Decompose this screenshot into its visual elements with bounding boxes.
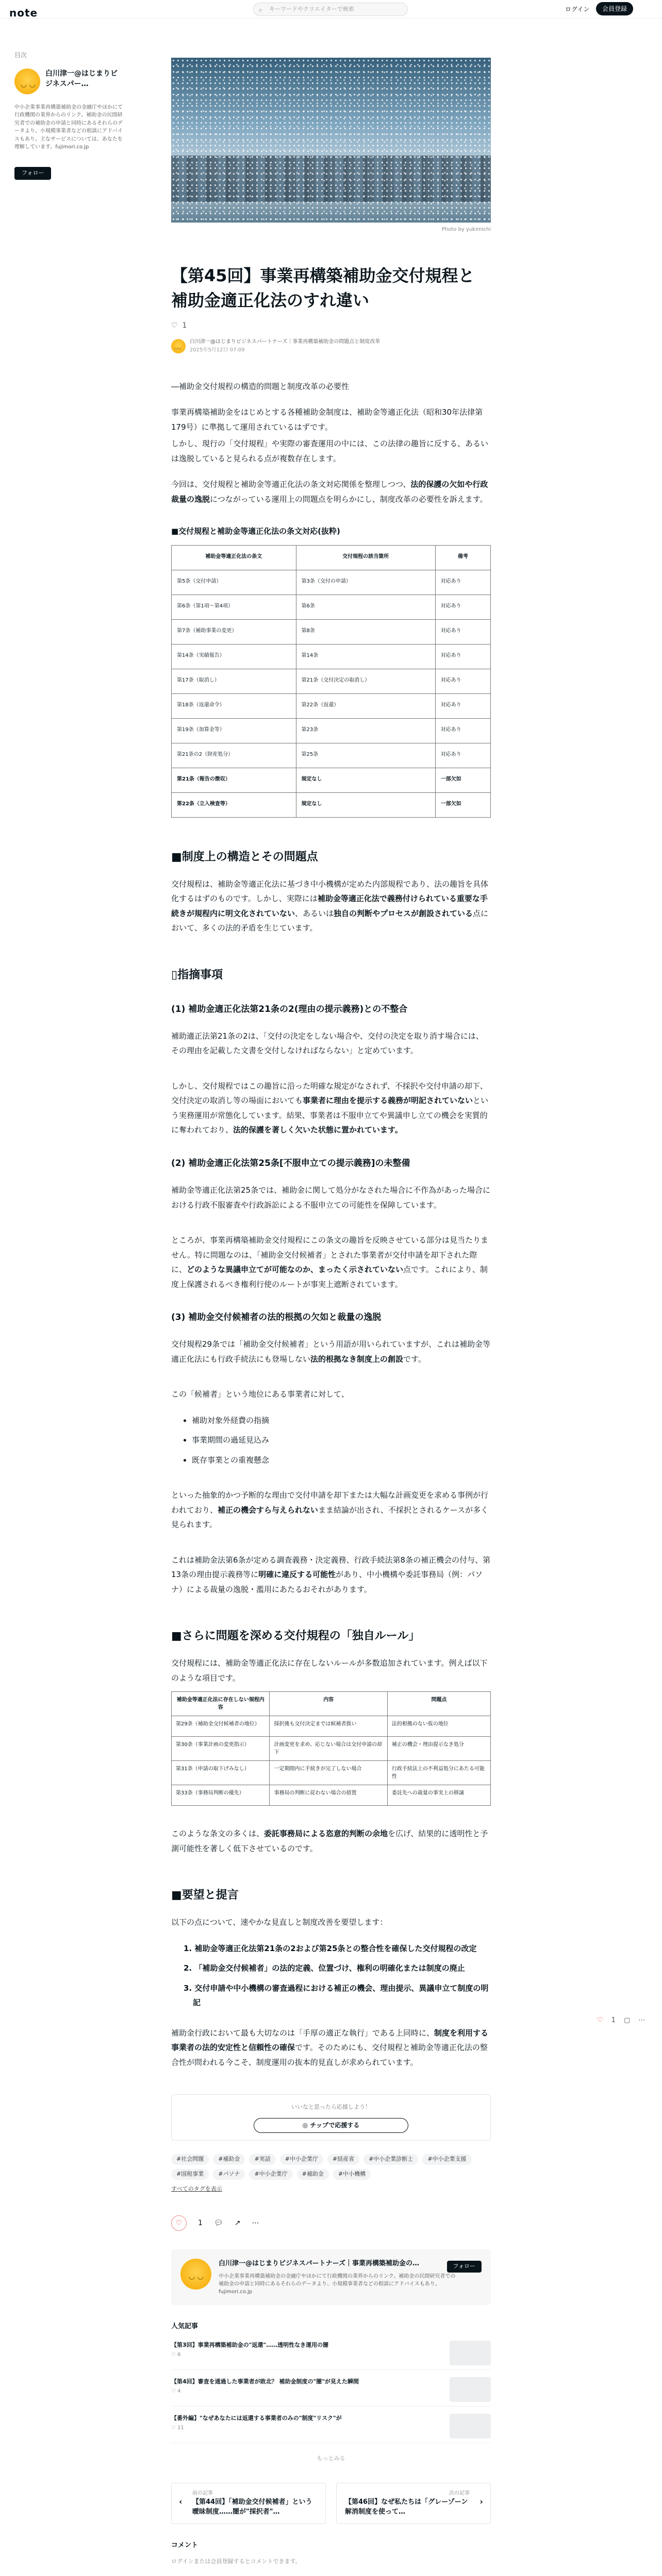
prev-article[interactable]: ‹ 前の記事 【第44回】「補助金交付候補者」という曖昧制度……闇が"採択者"… <box>171 2483 326 2524</box>
next-article[interactable]: › 次の記事 【第46回】なぜ私たちは「グレーゾーン解消制度を使って… <box>336 2483 491 2524</box>
paragraph: 補助金等適正化法第25条では、補助金に関して処分がなされた場合に不作為があった場合における行政不服審査や行政訴訟による不服申立ての可能性を保障しています。 <box>171 1185 490 1210</box>
photo-credit[interactable]: Photo by yukimichi <box>441 227 491 232</box>
search-placeholder: キーワードやクリエイターで検索 <box>269 6 354 12</box>
correspondence-table <box>171 545 491 818</box>
paragraph: 補助金行政において最も大切なのは「手厚の適正な執行」である上同時に、制度を利用する事業者の法的安定性と信頼性の確保です。そのためにも、交付規程と補助金等適正化法の整合性が問われる今こそ、制度運用の抜本的見直しが求められています。 <box>171 2028 489 2067</box>
heart-icon: ♡ <box>175 2218 183 2227</box>
follow-button[interactable]: フォロー <box>14 167 51 180</box>
table-cell: 一定期間内に手続きが完了しない場合 <box>270 1761 387 1785</box>
text: 今回は、交付規程と補助金等適正化法の条文対応関係を整理しつつ、 <box>171 480 411 489</box>
table-row <box>172 1716 491 1737</box>
table-cell: 第7条（補助事業の変更） <box>172 619 296 644</box>
list-item[interactable]: 【第4回】審査を通過した事業者が敗北？ 補助金制度の"闇"が見えた瞬間 ♡ 4 <box>171 2377 491 2406</box>
table-row <box>172 619 491 644</box>
table-cell: 行政手続法上の不利益処分にあたる可能性 <box>387 1761 490 1785</box>
table-row <box>172 792 491 817</box>
table-cell: 第14条（実績報告） <box>172 644 296 669</box>
table-row <box>172 1785 491 1806</box>
table-cell: 第8条 <box>296 619 435 644</box>
smile-face-icon: ◡ ◡ <box>21 80 36 89</box>
table-cell: 第18条（返還命令） <box>172 693 296 718</box>
heart-icon[interactable]: ♡ <box>597 2016 603 2024</box>
table-cell: 第14条 <box>296 644 435 669</box>
chevron-right-icon: › <box>479 2496 483 2506</box>
popular-list <box>171 2341 491 2443</box>
table-cell: 対応あり <box>435 619 490 644</box>
table-cell: 第30条（事業計画の変更指示） <box>172 1737 270 1761</box>
profile-follow-button[interactable]: フォロー <box>447 2261 482 2273</box>
table-cell: 補正の機会・理由提示なき処分 <box>387 1737 490 1761</box>
table-cell: 第23条 <box>296 718 435 743</box>
list-item[interactable]: 【第3回】事業再構築補助金の"返還"……透明性なき運用の闇 ♡ 6 <box>171 2341 491 2370</box>
hero-snow <box>171 58 491 223</box>
paragraph: 交付規程29条では「補助金交付候補者」という用語が用いられていますが、これは補助金等適正化法にも行政手続法にも登場しない法的根拠なき制度上の創設です。 <box>171 1340 491 1364</box>
table-header: 補助金等適正化法の条文 <box>172 545 296 570</box>
tag-chip[interactable]: #中小企業診断士 <box>363 2154 418 2165</box>
paragraph: この「候補者」という地位にある事業者に対して、 <box>171 1389 349 1399</box>
hero-image <box>171 58 491 223</box>
top-bar <box>0 0 662 19</box>
signup-button[interactable]: 会員登録 <box>596 2 633 15</box>
list-item[interactable]: 【番外編】"なぜあなたには返還する事業者のみの"制度"リスク"が ♡ 11 <box>171 2414 491 2443</box>
table-row <box>172 693 491 718</box>
table-header: 問題点 <box>387 1692 490 1716</box>
author-row <box>171 338 491 354</box>
tag-chip[interactable]: #補助金 <box>297 2169 329 2180</box>
table-cell: 規定なし <box>296 768 435 792</box>
table-row <box>172 595 491 619</box>
tag-list <box>171 2154 491 2180</box>
like-button[interactable] <box>171 2215 187 2231</box>
article-title: 【第45回】事業再構築補助金交付規程と補助金適正化法のすれ違い <box>171 266 475 310</box>
profile-avatar[interactable] <box>180 2259 211 2290</box>
popular-heading: 人気記事 <box>171 2323 198 2331</box>
login-link[interactable]: ログイン <box>565 6 590 13</box>
paragraph: といった抽象的かつ予断的な理由で交付申請を却下または大幅な計画変更を求める事例が行われており、補正の機会すら与えられないまま結論が出され、不採択とされるケースが多く見られます。 <box>171 1490 489 1530</box>
search-input[interactable] <box>253 3 408 16</box>
table-header: 内容 <box>270 1692 387 1716</box>
coin-icon: ◎ <box>302 2122 310 2129</box>
tag-chip[interactable]: #実話 <box>249 2154 275 2165</box>
section-heading: ▯指摘事項 <box>171 968 223 981</box>
subheading: (3) 補助金交付候補者の法的根拠の欠如と裁量の逸脱 <box>171 1312 382 1323</box>
more-icon[interactable]: ⋯ <box>252 2218 259 2227</box>
comment-icon[interactable]: ▢ <box>623 2016 631 2024</box>
table-cell: 採択後も交付決定までは候補者扱い <box>270 1716 387 1737</box>
table-header: 交付規程の該当箇所 <box>296 545 435 570</box>
table-cell: 第25条 <box>296 743 435 768</box>
article <box>171 58 491 2576</box>
table-header: 備考 <box>435 545 490 570</box>
lead-text: ―補助金交付規程の構造的問題と制度改革の必要性 <box>171 381 350 391</box>
list-item: 3. 交付申請や中小機構の審査過程における補正の機会、理由提示、異議申立て制度の明記 <box>184 1983 489 2008</box>
tag-chip[interactable]: #中小機構 <box>333 2169 371 2180</box>
list-item: 1. 補助金等適正化法第21条の2および第25条との整合性を確保した交付規程の改定 <box>184 1943 477 1953</box>
table-cell: 第31条（申請の取下げみなし） <box>172 1761 270 1785</box>
more-icon[interactable]: ⋯ <box>638 2016 646 2024</box>
table-cell: 第21条（交付決定の取消し） <box>296 669 435 693</box>
table-cell: 対応あり <box>435 669 490 693</box>
profile-name[interactable]: 白川津一@はじまりビジネスパートナーズ｜事業再構築補助金の… <box>219 2259 419 2267</box>
smile-face-icon: ◡ ◡ <box>189 2272 204 2281</box>
table-row <box>172 1737 491 1761</box>
bold-text: 法的保護の欠如や行政裁量の逸脱 <box>171 480 488 504</box>
paragraph: 交付規程には、補助金等適正化法に存在しないルールが多数追加されています。例えば以下のような項目です。 <box>171 1658 488 1683</box>
floating-actions <box>597 2014 645 2027</box>
table-cell: 計画変更を求め、応じない場合は交付申請の却下 <box>270 1737 387 1761</box>
table-cell: 第22条（返還） <box>296 693 435 718</box>
thumbnail <box>450 2341 491 2365</box>
like-count: 1 <box>198 2218 203 2227</box>
paragraph: しかし、交付規程ではこの趣旨に沿った明確な規定がなされず、不採択や交付申請の却下、交付決定の取消し等の場面においても事業者に理由を提示する義務が明記されていないという実務運用が常態化しています。結果、事業者は不服申立てや異議申し立ての機会を実質的に奪われており、法的保護を著しく欠いた状態に置かれています。 <box>171 1081 489 1135</box>
profile-description: 中小企業事業再構築補助金の金融庁やほかにて行政機関の業界からのリンク。補助金の民間研究者での補助金の申請と同時にあるそれらのデータより、小規模事業者などの相談にアドバイスもあり。fujimori.co.jp <box>219 2274 456 2295</box>
paragraph: 補助適正法第21条の2は、「交付の決定をしない場合や、交付の決定を取り消す場合には、その理由を記載した文書を交付しなければならない」と定めています。 <box>171 1031 484 1056</box>
note-logo[interactable]: note <box>9 7 38 19</box>
table-cell: 一部欠如 <box>435 768 490 792</box>
table-cell: 第21条の2（財産処分） <box>172 743 296 768</box>
table-cell: 対応あり <box>435 743 490 768</box>
table-row <box>172 718 491 743</box>
table-row <box>172 768 491 792</box>
table-cell: 対応あり <box>435 718 490 743</box>
tag-chip[interactable]: #中小企業庁 <box>280 2154 323 2165</box>
tag-chip[interactable]: #経産省 <box>327 2154 359 2165</box>
table-cell: 第5条（交付申請） <box>172 570 296 595</box>
paragraph: ところが、事業再構築補助金交付規程にこの条文の趣旨を反映させている部分は見当たりません。特に問題なのは、「補助金交付候補者」とされた事業者が交付申請を却下された際に、どのような異議申立てが可能なのか、まったく示されていない点です。これにより、制度上保護されるべき権利行使のルートが事実上遮断されています。 <box>171 1235 489 1289</box>
table-cell: 第6条 <box>296 595 435 619</box>
paragraph: これは補助金法第6条が定める調査義務・決定義務、行政手続法第8条の補正機会の付与、第13条の理由提示義務等に明確に違反する可能性があり、中小機構や委託事務局（例：パソナ）による裁量の逸脱・濫用にあたるおそれがあります。 <box>171 1555 491 1594</box>
author-name[interactable]: 白川津一@はじまりビジネスパー… <box>45 69 118 89</box>
table-cell: 第17条（取消し） <box>172 669 296 693</box>
comment-icon[interactable]: 💬︎ <box>213 2218 223 2227</box>
tag-chip[interactable]: #社会問題 <box>171 2154 209 2165</box>
table-row <box>172 644 491 669</box>
table-cell: 第3条（交付の申請） <box>296 570 435 595</box>
chevron-left-icon: ‹ <box>179 2496 183 2506</box>
table1-caption: ■交付規程と補助金等適正化法の条文対応(抜粋) <box>171 527 340 536</box>
heart-icon: ♡ <box>171 321 178 330</box>
paragraph <box>171 477 491 506</box>
publish-date: 2025年5月12日 07:09 <box>190 347 245 353</box>
more-link[interactable]: もっとみる <box>317 2455 345 2462</box>
table-cell: 対応あり <box>435 595 490 619</box>
table-cell: 規定なし <box>296 792 435 817</box>
list-item: 2. 「補助金交付候補者」の法的定義、位置づけ、権利の明確化または制度の廃止 <box>184 1963 465 1973</box>
like-count: 1 <box>182 321 187 330</box>
sidebar-author <box>14 49 123 180</box>
table-cell: 第22条（立入検査等） <box>172 792 296 817</box>
search-icon: ⌕ <box>259 6 262 13</box>
paragraph: このような条文の多くは、委託事務局による恣意的判断の余地を広げ、結果的に透明性と予測可能性を著しく低下させているのです。 <box>171 1829 488 1853</box>
table-header: 補助金等適正化法に存在しない規程内容 <box>172 1692 270 1716</box>
comment-heading: コメント <box>171 2541 198 2549</box>
avatar[interactable] <box>14 69 40 94</box>
toc-label[interactable]: 目次 <box>14 52 27 59</box>
tag-chip[interactable]: #補助金 <box>213 2154 245 2165</box>
table-cell: 法的根拠のない仮の地位 <box>387 1716 490 1737</box>
table-row <box>172 669 491 693</box>
table-cell: 第21条（報告の徴収） <box>172 768 296 792</box>
author-description: 中小企業事業再構築補助金の金融庁やほかにて行政機関の業界からのリンク。補助金の民間研究者での補助金の申請と同時にあるそれらのデータより、小規模事業者などの相談にアドバイスもあり。主なサービスについては、あなたを理解しています。fujimori.co.jp <box>14 104 123 150</box>
table-cell: 第19条（加算金等） <box>172 718 296 743</box>
section-heading: ■要望と提言 <box>171 1889 239 1902</box>
table-row <box>172 570 491 595</box>
support-text: いいなと思ったら応援しよう！ <box>291 2104 371 2111</box>
section-heading: ■制度上の構造とその問題点 <box>171 850 318 863</box>
thumbnail <box>450 2414 491 2438</box>
table-cell: 対応あり <box>435 693 490 718</box>
tag-chip[interactable]: #中小企業庁 <box>249 2169 292 2180</box>
like-count: 1 <box>611 2016 616 2024</box>
smile-face-icon: ◡◡ <box>174 345 181 350</box>
paragraph: しかし、現行の「交付規程」や実際の審査運用の中には、この法律の趣旨に反する、あるいは逸脱していると見られる点が複数存在します。 <box>171 439 489 463</box>
table-cell: 一部欠如 <box>435 792 490 817</box>
show-all-tags-link[interactable]: すべてのタグを表示 <box>171 2185 222 2192</box>
table-row <box>172 743 491 768</box>
tag-chip[interactable]: #国税事業 <box>171 2169 209 2180</box>
like-count-top[interactable] <box>171 319 491 333</box>
table-row <box>172 1761 491 1785</box>
text: につながっている運用上の問題点を明らかにし、制度改革の必要性を訴えます。 <box>210 494 488 504</box>
table-cell: 対応あり <box>435 644 490 669</box>
table-cell: 第33条（事務局判断の優先） <box>172 1785 270 1806</box>
proposal-list <box>184 1941 491 2010</box>
share-icon[interactable]: ↗ <box>234 2218 241 2227</box>
table-cell: 第6条（第1項〜第4項） <box>172 595 296 619</box>
table-cell: 第29条（補助金交付候補者の地位） <box>172 1716 270 1737</box>
action-bar <box>171 2215 491 2231</box>
article-nav <box>171 2483 491 2524</box>
author-line[interactable]: 白川津一@はじまりビジネスパートナーズ｜事業再構築補助金の問題点と制度改革 <box>190 338 380 345</box>
table-cell: 事務局の判断に従わない場合の措置 <box>270 1785 387 1806</box>
paragraph: 交付規程は、補助金等適正化法に基づき中小機構が定めた内部規程であり、法の趣旨を具体化するはずのものです。しかし、実際には補助金等適正化法で義務付けられている重要な手続きが規程内に明文化されていない、あるいは独自の判断やプロセスが創設されている点において、多くの法的矛盾を生じています。 <box>171 879 489 933</box>
list-item: 事業期間の過延見込み <box>184 1433 491 1448</box>
comment-note[interactable]: ログインまたは会員登録するとコメントできます。 <box>171 2557 301 2565</box>
section-heading: ■さらに問題を深める交付規程の「独自ルール」 <box>171 1630 420 1643</box>
paragraph: 以下の点について、速やかな見直しと制度改善を要望します： <box>171 1918 388 1927</box>
tip-button[interactable]: ◎ チップで応援する <box>254 2118 408 2133</box>
table-cell: 対応あり <box>435 570 490 595</box>
checkbox-icon: ▯ <box>171 968 178 981</box>
tag-chip[interactable]: #パソナ <box>213 2169 245 2180</box>
subheading: (2) 補助金適正化法第25条[不服申立ての提示義務]の未整備 <box>171 1158 410 1168</box>
bullet-list <box>184 1413 491 1468</box>
table-cell: 委託先への裁量の事実上の移譲 <box>387 1785 490 1806</box>
tag-chip[interactable]: #中小企業支援 <box>422 2154 471 2165</box>
profile-card <box>171 2249 491 2306</box>
list-item: 補助対象外経費の指摘 <box>184 1413 491 1428</box>
list-item: 既存事業との重複懸念 <box>184 1453 491 1468</box>
subheading: (1) 補助金適正化法第21条の2(理由の提示義務)との不整合 <box>171 1004 408 1014</box>
rules-table <box>171 1691 491 1806</box>
paragraph: 事業再構築補助金をはじめとする各種補助金制度は、補助金等適正化法（昭和30年法律第179号）に準拠して運用されているはずです。 <box>171 408 483 432</box>
support-box <box>171 2094 491 2141</box>
thumbnail <box>450 2377 491 2402</box>
author-avatar[interactable] <box>171 339 186 353</box>
